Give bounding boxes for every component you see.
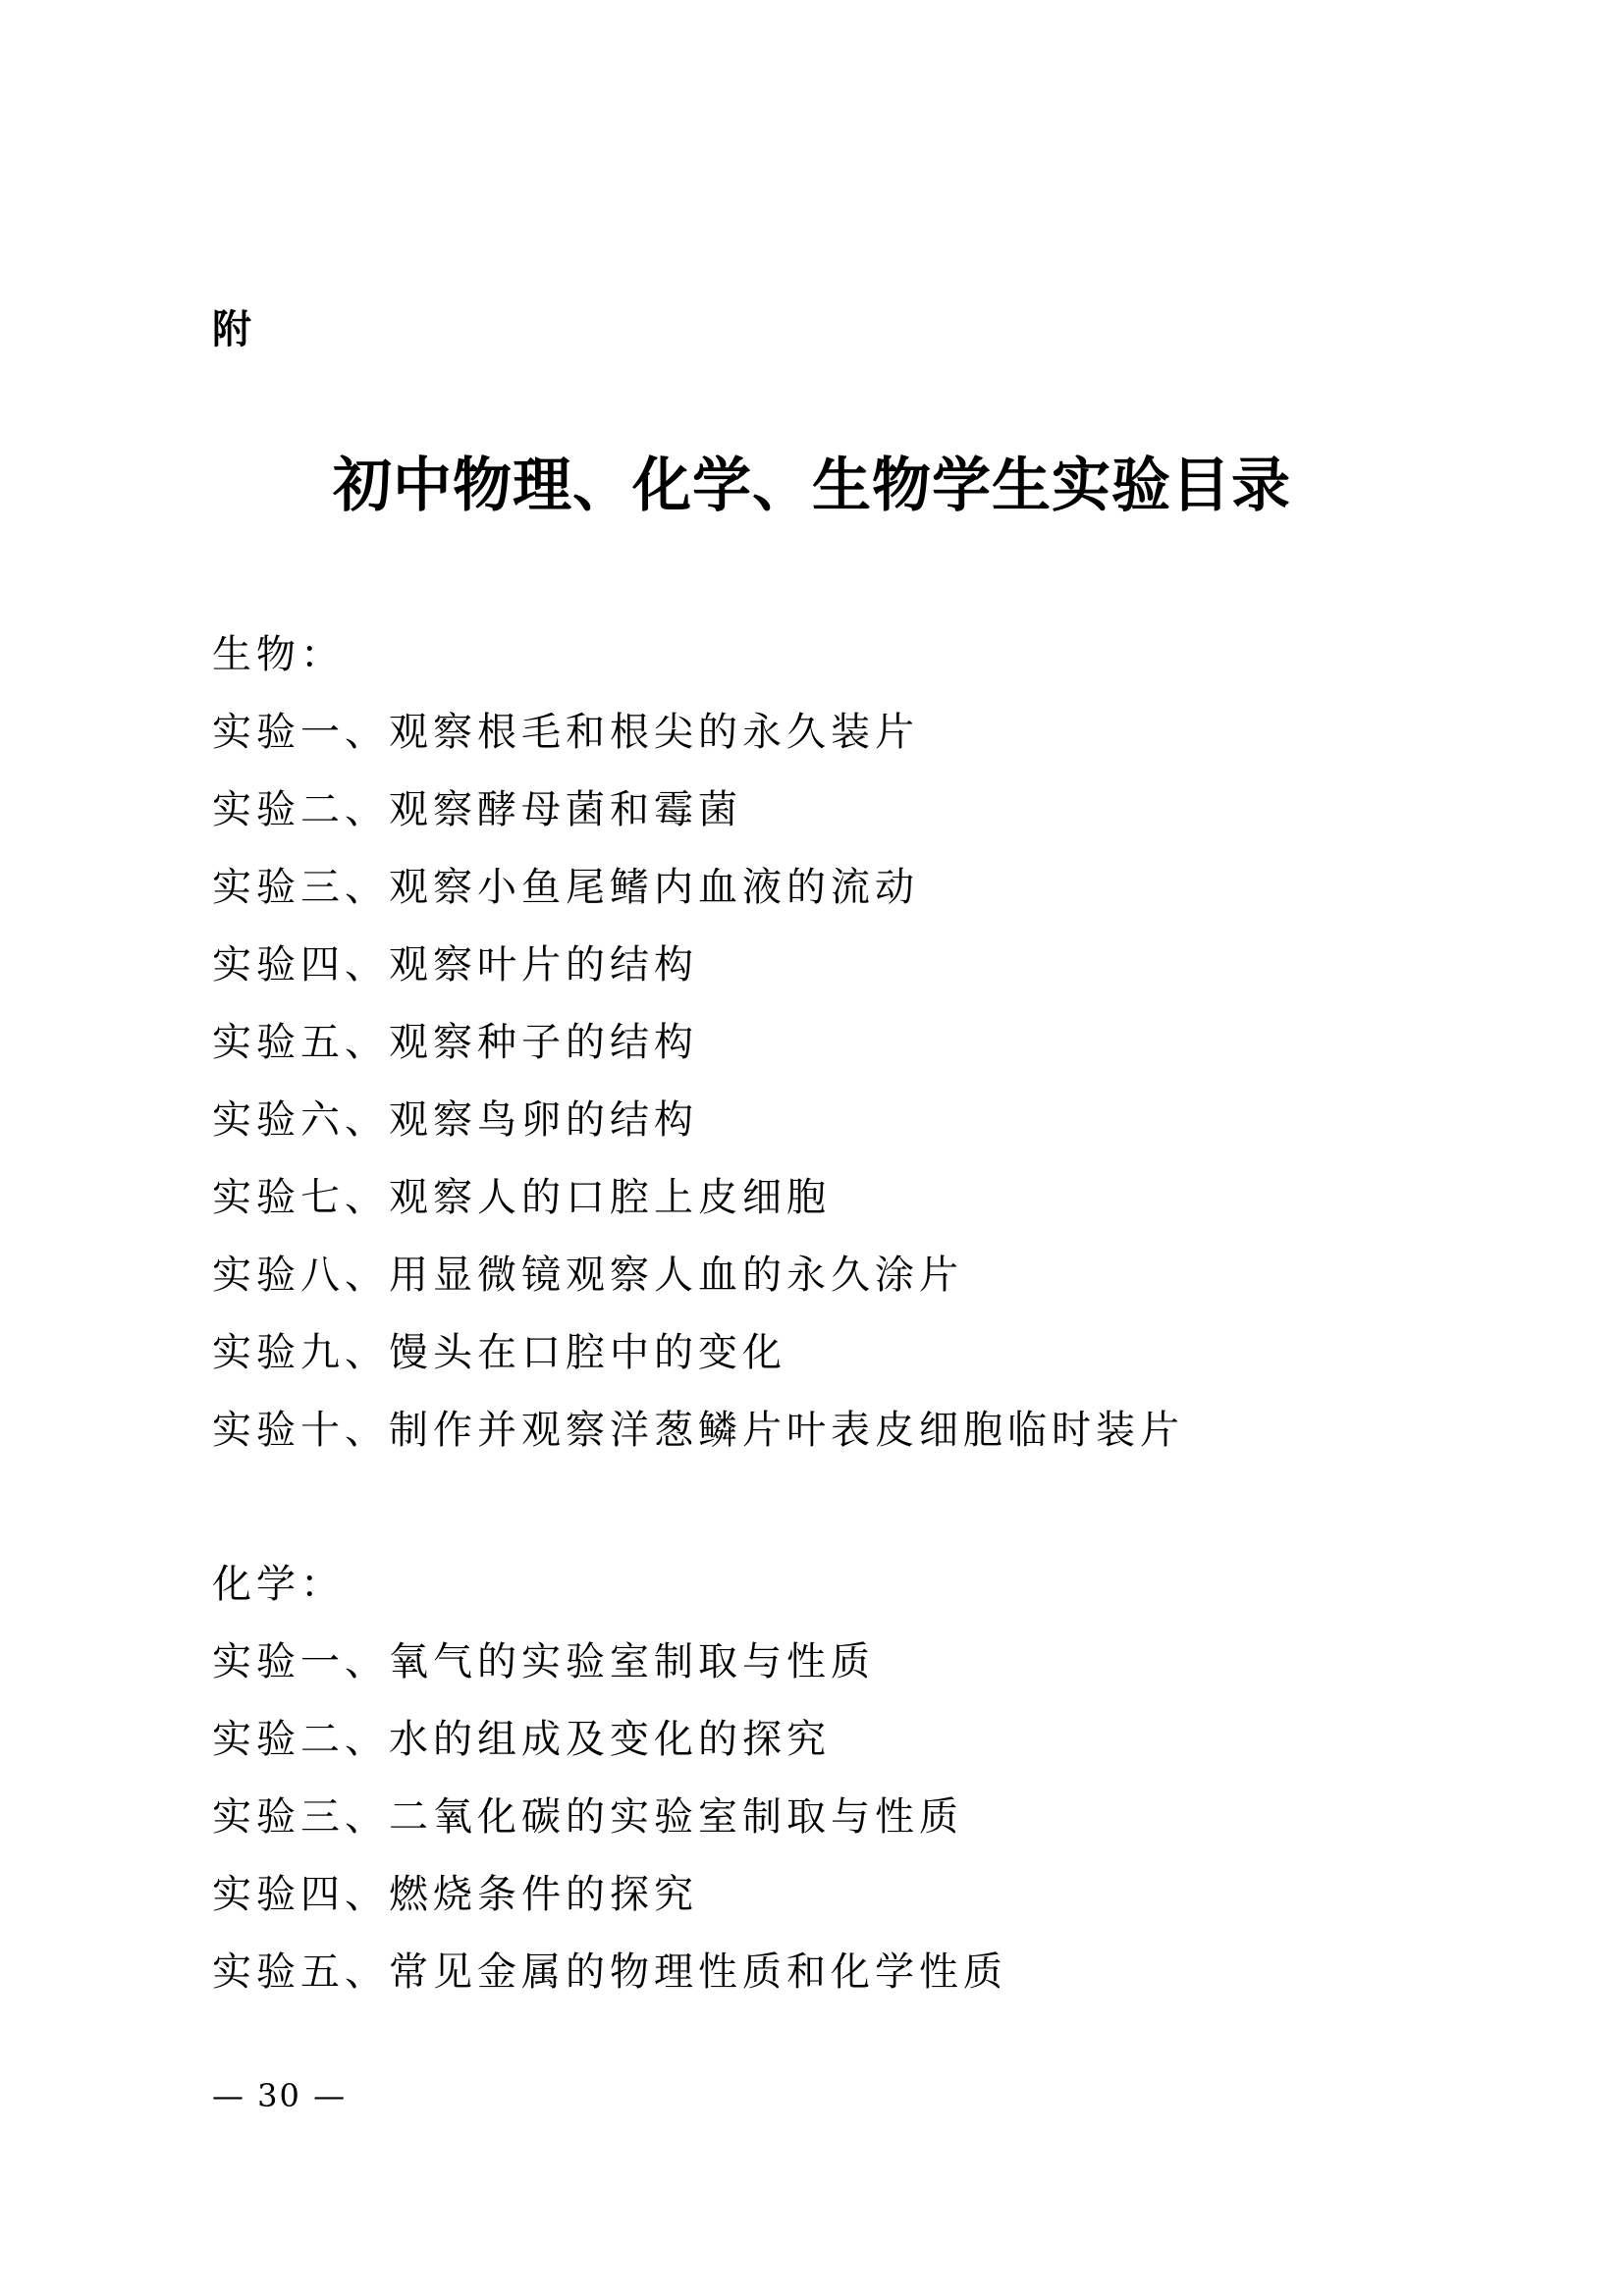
list-item: 实验四、观察叶片的结构 bbox=[212, 942, 698, 988]
list-item: 实验十、制作并观察洋葱鳞片叶表皮细胞临时装片 bbox=[212, 1408, 1184, 1453]
list-item: 实验一、氧气的实验室制取与性质 bbox=[212, 1639, 875, 1684]
list-item: 实验七、观察人的口腔上皮细胞 bbox=[212, 1175, 831, 1220]
list-item: 实验五、观察种子的结构 bbox=[212, 1020, 698, 1065]
list-item: 实验二、水的组成及变化的探究 bbox=[212, 1717, 831, 1762]
list-item: 实验三、二氧化碳的实验室制取与性质 bbox=[212, 1794, 963, 1840]
list-item: 实验三、观察小鱼尾鳍内血液的流动 bbox=[212, 865, 919, 910]
page-title: 初中物理、化学、生物学生实验目录 bbox=[333, 452, 1291, 520]
list-item: 实验二、观察酵母菌和霉菌 bbox=[212, 787, 742, 832]
list-item: 实验九、馒头在口腔中的变化 bbox=[212, 1330, 786, 1375]
biology-experiment-list bbox=[212, 694, 1489, 1469]
list-item: 实验一、观察根毛和根尖的永久装片 bbox=[212, 710, 919, 755]
page-number: — 30 — bbox=[212, 2077, 348, 2114]
chemistry-section bbox=[212, 1546, 1489, 2011]
list-item: 实验五、常见金属的物理性质和化学性质 bbox=[212, 1949, 1007, 1995]
chemistry-section-label: 化学： bbox=[212, 1562, 345, 1607]
list-item: 实验八、用显微镜观察人血的永久涂片 bbox=[212, 1253, 963, 1298]
list-item: 实验六、观察鸟卵的结构 bbox=[212, 1097, 698, 1143]
chemistry-experiment-list bbox=[212, 1624, 1489, 2011]
biology-section bbox=[212, 616, 1489, 1469]
attachment-label: 附 bbox=[212, 307, 251, 352]
biology-section-label: 生物： bbox=[212, 632, 345, 677]
list-item: 实验四、燃烧条件的探究 bbox=[212, 1872, 698, 1917]
